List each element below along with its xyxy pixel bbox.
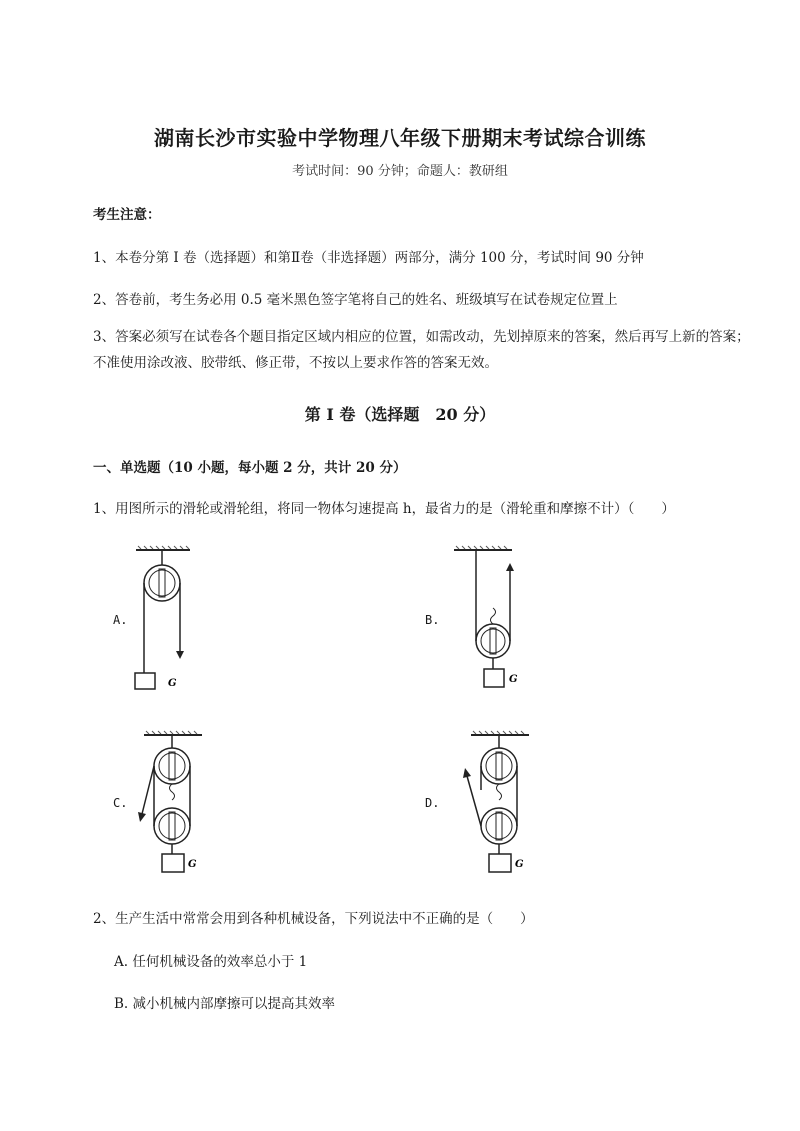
pulley-diagram-a [130,545,210,695]
option-c-label: C. [113,796,128,810]
page-title: 湖南长沙市实验中学物理八年级下册期末考试综合训练 [154,126,646,150]
question-2-option-a: A. 任何机械设备的效率总小于 1 [114,954,308,970]
pulley-diagram-b [450,545,540,695]
pulley-diagram-c [130,730,220,880]
exam-info: 考试时间：90 分钟；命题人：教研组 [292,164,508,179]
option-d-label: D. [425,796,440,810]
pulley-diagram-d [455,730,545,880]
notice-heading: 考生注意： [93,207,161,223]
question-2-option-b: B. 减小机械内部摩擦可以提高其效率 [114,996,336,1012]
weight-label-b: G [509,674,518,685]
notice-item-2: 2、答卷前，考生务必用 0.5 毫米黑色签字笔将自己的姓名、班级填写在试卷规定位置上 [93,292,618,308]
part-heading: 一、单选题（10 小题，每小题 2 分，共计 20 分） [93,460,407,476]
weight-label-d: G [515,859,524,870]
option-b-label: B. [425,613,440,627]
weight-label-c: G [188,859,197,870]
notice-item-1: 1、本卷分第 I 卷（选择题）和第Ⅱ卷（非选择题）两部分，满分 100 分，考试时间 90 分钟 [93,250,644,266]
question-1-stem: 1、用图所示的滑轮或滑轮组，将同一物体匀速提高 h，最省力的是（滑轮重和摩擦不计）（ ） [93,501,675,517]
weight-label-a: G [168,678,177,689]
question-2-stem: 2、生产生活中常常会用到各种机械设备，下列说法中不正确的是（ ） [93,911,534,927]
notice-item-3: 3、答案必须写在试卷各个题目指定区域内相应的位置，如需改动，先划掉原来的答案，然后再写上新的答案；不准使用涂改液、胶带纸、修正带，不按以上要求作答的答案无效。 [93,329,750,371]
section-title: 第 I 卷（选择题 20 分） [304,405,496,424]
option-a-label: A. [113,613,128,627]
